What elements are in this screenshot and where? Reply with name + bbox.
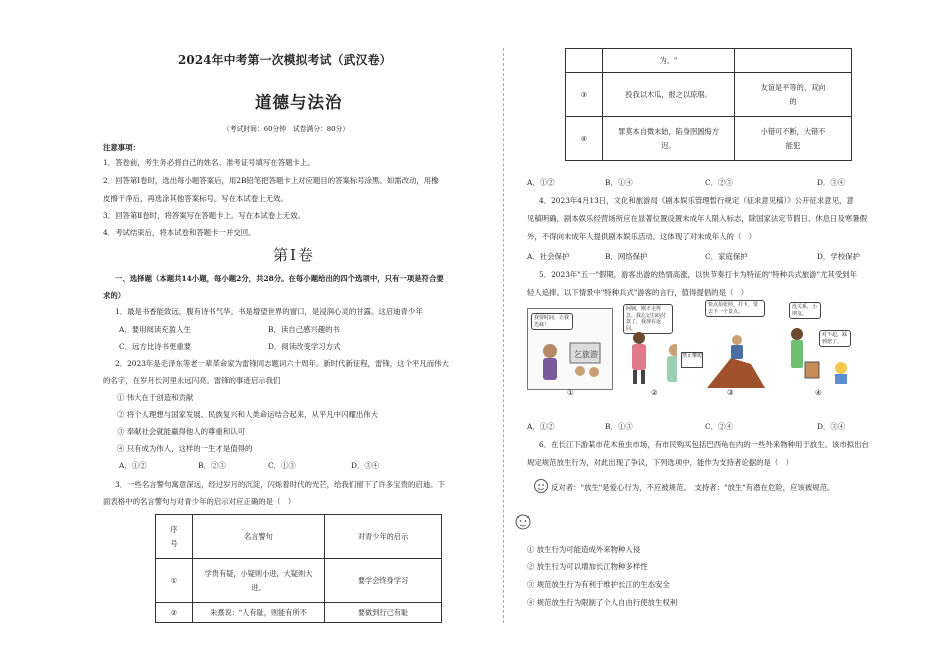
q1-stem: 1．最是书香能致远，腹有诗书气华。书是增望世界的窗口，是浸润心灵的甘露。这启迪青少年 (115, 307, 423, 316)
table-row (156, 603, 442, 623)
table-cell: 要学会终身学习 (325, 559, 442, 603)
q2-option-c: C．①③ (268, 461, 296, 470)
speech-bubble: 没关系，小朋友。 (789, 302, 821, 319)
notice-item: 3．回答第Ⅱ卷时，将答案写在答题卡上。写在本试卷上无效。 (103, 211, 305, 220)
q1-option-b: B．读自己感兴趣的书 (268, 325, 340, 334)
q2-stem: 2．2023年是毛泽东等老一辈革命家为雷锋同志题词六十周年。新时代新征程，雷锋，这个平凡而伟大 (115, 359, 449, 368)
speech-bubble: 阿姨，刚才走得急，我忘记扫码付款了，我现在返回。 (623, 304, 673, 334)
subject-title: 道德与法治 (255, 93, 343, 112)
table-row (156, 559, 442, 603)
q3-stem: 3．一些名言警句寓意深远，经过岁月的沉淀，闪烁着时代的光芒，给我们留下了许多宝贵的启迪。下 (115, 480, 445, 489)
section-heading: 一、选择题（本题共14小题，每小题2分，共28分。在每小题给出的四个选项中，只有一项是符合要 (115, 274, 444, 283)
q3-table-continued (565, 48, 852, 161)
table-cell: ② (156, 603, 193, 623)
speech-bubble: 我要时间，让我先疯！ (531, 313, 573, 330)
table-cell: ④ (566, 117, 603, 161)
traveler-with-suitcase-icon (779, 326, 859, 386)
table-cell: 小错可不断，大错不 能犯 (735, 117, 852, 161)
notice-item: 1．答卷前，考生务必将自己的姓名、准考证号填写在答题卡上。 (103, 158, 315, 167)
cartoon-panel-3 (677, 300, 767, 388)
cartoon-number: ① (567, 388, 574, 397)
q4-stem: 4．2023年4月13日，文化和旅游局《剧本娱乐管理暂行规定（征求意见稿）》公开征求意见，意 (539, 196, 854, 205)
q3-option-a: A．①② (527, 178, 555, 187)
table-cell: 投我以木瓜，报之以琼琚。 (603, 73, 735, 117)
table-header-tip: 对青少年的启示 (325, 515, 442, 559)
cartoon-number: ② (651, 388, 658, 397)
table-cell: 要做到行己有耻 (325, 603, 442, 623)
cartoon-panel-4 (775, 302, 861, 388)
climber-icon (703, 334, 767, 388)
q5-stem: 轻人追捧。以下情景中"特种兵式"游客的言行，值得提倡的是（ ） (527, 288, 749, 297)
q2-option-b: B．②③ (198, 461, 226, 470)
table-row (566, 117, 852, 161)
speech-bubble: 快点拍张照，打卡，要去下一个景点。 (705, 300, 765, 317)
table-cell: 朱熹说："人有耻，则能有所不 (193, 603, 325, 623)
table-cell (735, 49, 852, 73)
q6-statement: ④ 规范放生行为限制了个人自由行使放生权利 (527, 598, 678, 607)
no-climbing-sign: 禁止攀爬 (681, 352, 703, 368)
q6-statement: ③ 规范放生行为有利于维护长江的生态安全 (527, 580, 670, 589)
table-cell: 罪莫本自微末始，陷身囹圄悔方 迟。 (603, 117, 735, 161)
notice-item: 2．回答第Ⅰ卷时，选出每小题答案后，用2B铅笔把答题卡上对应题目的答案标号涂黑。如需改动，用橡 (103, 176, 439, 185)
q6-statement: ② 放生行为可以增加长江物种多样性 (527, 562, 648, 571)
q6-statement: ① 放生行为可能造成外来物种入侵 (527, 545, 641, 554)
q3-option-b: B．①④ (605, 178, 633, 187)
q4-option-c: C．家庭保护 (705, 252, 748, 261)
exam-info: （考试时间：60分钟 试卷满分：80分） (223, 125, 350, 133)
table-header-number: 序 号 (156, 515, 193, 559)
q6-stem: 规定规范放生行为，对此出现了争议，下列选项中，能作为支持者论据的是（ ） (527, 458, 794, 467)
svg-text:乞旅游: 乞旅游 (574, 350, 598, 359)
speaker-avatar-icon (533, 478, 549, 494)
table-cell: ① (156, 559, 193, 603)
cartoon-panel-1 (527, 308, 613, 390)
table-row (566, 49, 852, 73)
section-heading: 求的） (103, 291, 126, 300)
q4-stem: 外，不得向未成年人提供剧本娱乐活动。这体现了对未成年人的（ ） (527, 232, 757, 241)
table-cell: 为。" (603, 49, 735, 73)
notice-title: 注意事项： (103, 143, 140, 152)
q5-option-d: D．③④ (817, 422, 846, 431)
exam-title: 2024年中考第一次模拟考试（武汉卷） (178, 53, 392, 67)
table-cell: 友谊是平等的、双向 的 (735, 73, 852, 117)
q2-statement: ① 伟大在于创造和贡献 (117, 393, 194, 402)
q3-table (155, 514, 442, 623)
q2-statement: ③ 奉献社会就能赢得他人的尊重和认可 (117, 427, 245, 436)
q1-option-c: C．远方比诗书更重要 (119, 342, 192, 351)
notice-item: 4．考试结束后，将本试卷和答题卡一并交回。 (103, 228, 256, 237)
q5-option-c: C．②④ (705, 422, 733, 431)
q2-option-a: A．①② (119, 461, 147, 470)
q3-option-c: C．②③ (705, 178, 733, 187)
q3-option-d: D．③④ (817, 178, 846, 187)
q5-option-a: A．①② (527, 422, 555, 431)
q2-stem: 的名字，在岁月长河里永远闪亮。雷锋的事迹启示我们 (103, 376, 281, 385)
volume-title: 第Ⅰ卷 (273, 246, 315, 264)
q2-statement: ④ 只有成为伟人，这样的一生才是值得的 (117, 444, 253, 453)
table-row (566, 73, 852, 117)
q4-option-d: D．学校保护 (817, 252, 860, 261)
table-cell: ③ (566, 73, 603, 117)
q6-debate: 反对者："放生"是爱心行为，不应被规范。 支持者："放生"有潜在危险，应该被规范。 (551, 483, 835, 492)
q2-option-d: D．③④ (351, 461, 380, 470)
cartoon-number: ④ (815, 388, 822, 397)
speech-bubble: 对不起，踩到您了。 (819, 330, 851, 347)
table-header-quote: 名言警句 (193, 515, 325, 559)
column-divider (503, 48, 504, 623)
q1-option-a: A．要用阅读充盈人生 (119, 325, 191, 334)
q6-stem: 6．在长江下游某市花木鱼虫市场，有市民购买包括巴西龟在内的一些外来物种用于放生。该市拟出台 (539, 440, 869, 449)
q4-option-a: A．社会保护 (527, 252, 570, 261)
cartoon-number: ③ (727, 388, 734, 397)
q1-option-d: D．阅读改变学习方式 (268, 342, 341, 351)
q4-option-b: B．网络保护 (605, 252, 648, 261)
q5-stem: 5．2023年"五一"假期，游客出游的热情高涨，以快节奏打卡为特征的"特种兵式旅游"尤其受到年 (539, 270, 857, 279)
q3-stem: 面表格中的名言警句与对青少年的启示对应正确的是（ ） (103, 497, 296, 506)
notice-item: 皮擦干净后，再选涂其他答案标号。写在本试卷上无效。 (103, 194, 288, 203)
q4-stem: 见稿明确，剧本娱乐经营场所应在显著位置设置未成年人限入标志，除国家法定节假日、休息日及寒暑假 (527, 214, 867, 223)
table-cell (566, 49, 603, 73)
q5-option-b: B．①③ (605, 422, 633, 431)
q2-statement: ② 将个人理想与国家发展、民族复兴和人类命运结合起来，从平凡中闪耀出伟大 (117, 410, 379, 419)
table-cell: 学贵有疑，小疑则小进，大疑则大 进。 (193, 559, 325, 603)
thinking-avatar-icon (513, 512, 533, 532)
tourist-crowd-icon (536, 339, 606, 387)
